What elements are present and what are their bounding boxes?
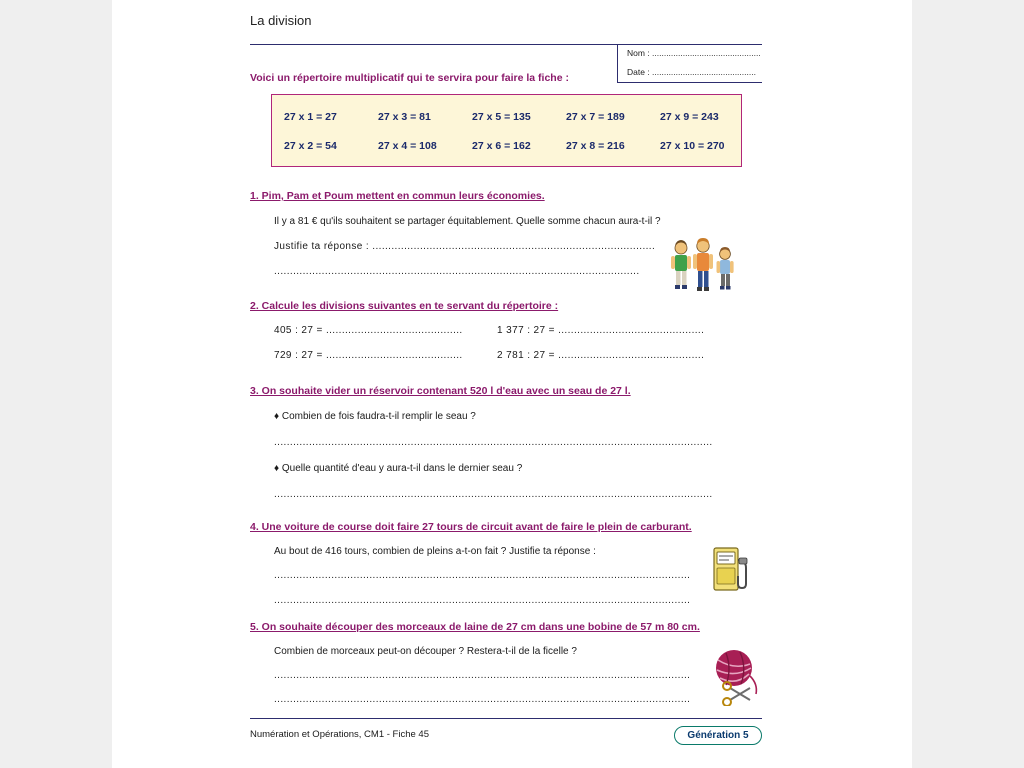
date-field[interactable]: Date : ............................................ [627,67,756,77]
table-cell: 27 x 1 = 27 [284,111,337,123]
exercise-5-answer-line[interactable]: ................................................................................................................................... [274,670,691,681]
exercise-5-answer-line[interactable]: ................................................................................................................................... [274,694,691,705]
exercise-2-answer-line[interactable]: 2 781 : 27 = .............................................. [497,350,705,361]
header-vertical-divider [617,44,618,82]
exercise-2-answer-line[interactable]: 729 : 27 = ........................................... [274,350,463,361]
table-cell: 27 x 4 = 108 [378,140,437,152]
exercise-1-answer-line[interactable]: ................................................................................................................... [274,266,640,277]
header-divider [250,44,762,45]
name-field[interactable]: Nom : .............................................. [627,48,761,58]
footer-text: Numération et Opérations, CM1 - Fiche 45 [250,729,429,740]
exercise-3-answer-line[interactable]: .......................................................................................................................................... [274,489,713,500]
exercise-3-answer-line[interactable]: .......................................................................................................................................... [274,437,713,448]
exercise-4-title: 4. Une voiture de course doit faire 27 tours de circuit avant de faire le plein de carburant. [250,521,692,533]
table-cell: 27 x 8 = 216 [566,140,625,152]
fuel-pump-illustration [710,544,752,594]
table-cell: 27 x 10 = 270 [660,140,725,152]
header-identity-divider [617,82,762,83]
exercise-4-answer-line[interactable]: ................................................................................................................................... [274,595,691,606]
table-cell: 27 x 3 = 81 [378,111,431,123]
exercise-4-answer-line[interactable]: ................................................................................................................................... [274,570,691,581]
exercise-2-title: 2. Calcule les divisions suivantes en te servant du répertoire : [250,300,559,312]
three-children-illustration [667,238,739,296]
worksheet-sheet [112,0,912,768]
exercise-4-line: Au bout de 416 tours, combien de pleins a-t-on fait ? Justifie ta réponse : [274,546,596,557]
table-cell: 27 x 7 = 189 [566,111,625,123]
intro-text: Voici un répertoire multiplicatif qui te servira pour faire la fiche : [250,72,569,84]
exercise-2-answer-line[interactable]: 1 377 : 27 = .............................................. [497,325,705,336]
table-cell: 27 x 5 = 135 [472,111,531,123]
exercise-5-line: Combien de morceaux peut-on découper ? Restera-t-il de la ficelle ? [274,646,577,657]
exercise-1-answer-line[interactable]: Justifie ta réponse : ......................................................................................... [274,241,656,252]
generation5-logo: Génération 5 [674,726,762,745]
footer-divider [250,718,762,719]
multiplication-table [271,94,742,167]
page-title: La division [250,13,312,28]
exercise-5-title: 5. On souhaite découper des morceaux de laine de 27 cm dans une bobine de 57 m 80 cm. [250,621,700,633]
table-cell: 27 x 9 = 243 [660,111,719,123]
yarn-ball-scissors-illustration [710,648,772,706]
table-cell: 27 x 2 = 54 [284,140,337,152]
exercise-1-line: Il y a 81 € qu'ils souhaitent se partager équitablement. Quelle somme chacun aura-t-il ? [274,216,661,227]
exercise-1-title: 1. Pim, Pam et Poum mettent en commun leurs économies. [250,190,545,202]
exercise-3-line: ♦ Combien de fois faudra-t-il remplir le seau ? [274,411,476,422]
exercise-3-line: ♦ Quelle quantité d'eau y aura-t-il dans le dernier seau ? [274,463,523,474]
exercise-2-answer-line[interactable]: 405 : 27 = ........................................... [274,325,463,336]
worksheet-page [112,0,912,768]
table-cell: 27 x 6 = 162 [472,140,531,152]
exercise-3-title: 3. On souhaite vider un réservoir contenant 520 l d'eau avec un seau de 27 l. [250,385,631,397]
